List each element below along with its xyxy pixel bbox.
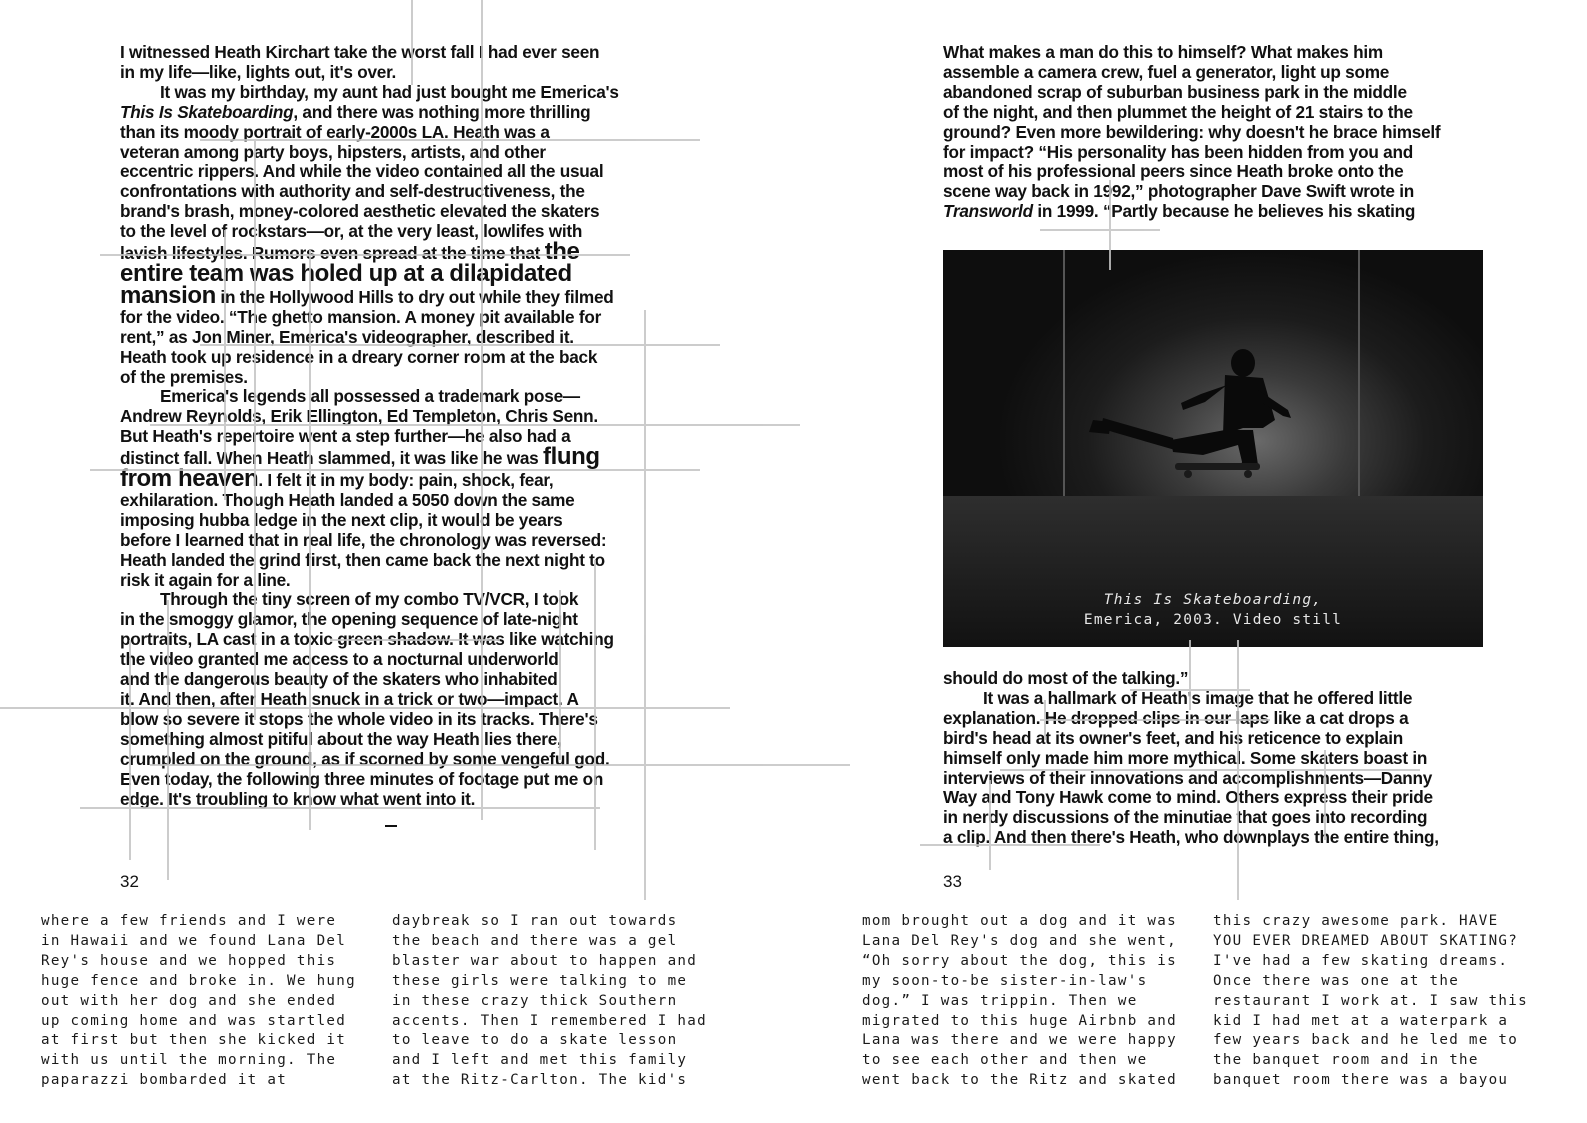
typewriter-line: where a few friends and I were [41, 913, 337, 929]
body-line [120, 511, 619, 531]
typewriter-line: dog.” I was trippin. Then we [862, 992, 1138, 1009]
line-text: explanation. He dropped clips in our laps like a cat drops a [943, 707, 1409, 728]
line-text: ground? Even more bewildering: why doesn't he brace himself [943, 121, 1441, 142]
body-line [120, 750, 619, 770]
line-text: Even today, the following three minutes of footage put me on [120, 768, 604, 789]
line-text: distinct fall. When Heath slammed, it was like he was [120, 448, 543, 469]
body-line [120, 407, 619, 427]
line-text: I witnessed Heath Kirchart take the worst fall I had ever seen [120, 42, 600, 62]
body-line [120, 630, 619, 650]
typewriter-line: daybreak so I ran out towards [392, 913, 678, 929]
body-line [943, 143, 1440, 163]
body-line [943, 182, 1440, 202]
typewriter-line: Once there was one at the [1213, 972, 1460, 989]
body-line [120, 670, 619, 690]
line-text: for the video. “The ghetto mansion. A money pit available for [120, 306, 602, 327]
body-line [943, 162, 1440, 182]
line-text: What makes a man do this to himself? What makes him [943, 42, 1383, 62]
line-text: scene way back in 1992,” photographer Dave Swift wrote in [943, 181, 1414, 202]
body-line [943, 202, 1440, 222]
typewriter-line: to leave to do a skate lesson [392, 1032, 678, 1049]
line-text: Way and Tony Hawk come to mind. Others express their pride [943, 787, 1433, 808]
page-number-right: 33 [943, 872, 962, 891]
caption-line-2: Emerica, 2003. Video still [1083, 612, 1343, 628]
body-line [120, 368, 619, 388]
body-line [120, 83, 619, 103]
typewriter-line: went back to the Ritz and skated [862, 1072, 1177, 1089]
body-line [120, 690, 619, 710]
body-line [943, 769, 1439, 789]
typewriter-line: blaster war about to happen and [392, 952, 698, 969]
line-text: should do most of the talking.” [943, 668, 1189, 688]
line-text: of the premises. [120, 366, 248, 387]
body-line [943, 123, 1440, 143]
line-text: than its moody portrait of early-2000s LA. Heath was a [120, 121, 550, 142]
body-line [943, 749, 1439, 769]
typewriter-line: YOU EVER DREAMED ABOUT SKATING? [1213, 932, 1519, 949]
typewriter-line: Lana was there and we were happy [862, 1032, 1177, 1049]
body-line [120, 730, 619, 750]
typewriter-line: huge fence and broke in. We hung [41, 972, 356, 989]
typewriter-line: to see each other and then we [862, 1052, 1148, 1069]
typewriter-line: out with her dog and she ended [41, 992, 337, 1009]
line-text: It was my birthday, my aunt had just bought me Emerica's [160, 81, 619, 102]
line-text: brand's brash, money-colored aesthetic elevated the skaters [120, 201, 600, 222]
body-line [120, 590, 619, 610]
body-line [943, 729, 1439, 749]
body-line [120, 143, 619, 163]
body-line [120, 571, 619, 591]
line-text: to the level of rockstars—or, at the very least, lowlifes with [120, 221, 583, 242]
body-line [120, 770, 619, 790]
body-line [943, 808, 1439, 828]
typewriter-line: few years back and he led me to [1213, 1032, 1519, 1049]
body-line [120, 123, 619, 143]
line-text: in the smoggy glamor, the opening sequence of late-night [120, 609, 578, 630]
body-line [943, 83, 1440, 103]
line-text: something almost pitiful about the way Heath lies there, [120, 728, 562, 749]
emphasis-text: entire team was holed up at a dilapidated [120, 259, 572, 287]
right-page-body-bottom [943, 669, 1439, 848]
body-line [943, 788, 1439, 808]
body-line [120, 202, 619, 222]
typewriter-line: in these crazy thick Southern [392, 992, 678, 1009]
body-line [120, 531, 619, 551]
line-text: eccentric rippers. And while the video contained all the usual [120, 161, 604, 182]
typewriter-line: banquet room there was a bayou [1213, 1072, 1509, 1089]
line-text: assemble a camera crew, fuel a generator, light up some [943, 61, 1390, 82]
line-text: crumpled on the ground, as if scorned by some vengeful god. [120, 748, 610, 769]
italic-title: This Is Skateboarding [120, 101, 294, 122]
line-text: portraits, LA cast in a toxic green shadow. It was like watching [120, 629, 614, 650]
line-text: lavish lifestyles. Rumors even spread at the time that [120, 243, 545, 264]
typewriter-line: paparazzi bombarded it at [41, 1072, 288, 1089]
line-text: edge. It's troubling to know what went into it. [120, 788, 476, 809]
typewriter-line: with us until the morning. The [41, 1052, 337, 1069]
body-line [120, 790, 619, 810]
typewriter-line: at the Ritz-Carlton. The kid's [392, 1072, 688, 1089]
typewriter-line: this crazy awesome park. HAVE [1213, 913, 1499, 929]
typewriter-line: my soon-to-be sister-in-law's [862, 972, 1148, 989]
italic-title: Transworld [943, 201, 1033, 222]
typewriter-line: up coming home and was startled [41, 1012, 347, 1029]
typewriter-line: the beach and there was a gel [392, 932, 678, 949]
line-text: , and there was nothing more thrilling [293, 101, 591, 122]
emphasis-text: mansion [120, 281, 216, 309]
line-text: rent,” as Jon Miner, Emerica's videographer, described it. [120, 326, 574, 347]
section-end-dash [385, 825, 397, 827]
body-line [120, 63, 619, 83]
body-line [120, 308, 619, 328]
typewriter-line: and I left and met this family [392, 1052, 688, 1069]
body-line [120, 610, 619, 630]
body-line [120, 281, 619, 309]
line-text: Through the tiny screen of my combo TV/VCR, I took [160, 589, 579, 610]
line-text: It was a hallmark of Heath's image that he offered little [983, 687, 1413, 708]
line-text: it. And then, after Heath snuck in a trick or two—impact. A [120, 689, 579, 709]
typewriter-line: restaurant I work at. I saw this [1213, 992, 1528, 1009]
line-text: blow so severe it stops the whole video in its tracks. There's [120, 708, 598, 729]
line-text: Andrew Reynolds, Erik Ellington, Ed Templeton, Chris Senn. [120, 406, 598, 427]
line-text: Heath landed the grind first, then came back the next night to [120, 549, 605, 570]
typewriter-column-3 [862, 912, 1177, 1091]
body-line [120, 348, 619, 368]
body-line [120, 650, 619, 670]
typewriter-line: at first but then she kicked it [41, 1032, 347, 1049]
body-line [943, 43, 1440, 63]
photo-caption [943, 590, 1483, 630]
typewriter-column-2 [392, 912, 707, 1091]
typewriter-line: in Hawaii and we found Lana Del [41, 932, 347, 949]
typewriter-line: kid I had met at a waterpark a [1213, 1012, 1509, 1029]
typewriter-column-4 [1213, 912, 1528, 1091]
line-text: and the dangerous beauty of the skaters who inhabited [120, 669, 558, 690]
line-text: risk it again for a line. [120, 569, 291, 590]
typewriter-line: migrated to this huge Airbnb and [862, 1012, 1177, 1029]
emphasis-text: from heaven [120, 465, 259, 493]
line-text: for impact? “His personality has been hidden from you and [943, 141, 1413, 162]
line-text: bird's head at its owner's feet, and his reticence to explain [943, 727, 1403, 748]
line-text: exhilaration. Though Heath landed a 5050 down the same [120, 489, 575, 510]
line-text: interviews of their innovations and accomplishments—Danny [943, 767, 1433, 788]
left-page-body [120, 43, 619, 809]
body-line [120, 491, 619, 511]
typewriter-line: Lana Del Rey's dog and she went, [862, 932, 1177, 949]
body-line [120, 43, 619, 63]
typewriter-column-1 [41, 912, 356, 1091]
typewriter-line: Rey's house and we hopped this [41, 952, 337, 969]
line-text: imposing hubba ledge in the next clip, it would be years [120, 509, 563, 530]
line-text: veteran among party boys, hipsters, artists, and other [120, 141, 546, 162]
line-text: of the night, and then plummet the height of 21 stairs to the [943, 101, 1413, 122]
line-text: in my life—like, lights out, it's over. [120, 61, 397, 82]
body-line [943, 63, 1440, 83]
page-number-left: 32 [120, 872, 139, 891]
typewriter-line: the banquet room and in the [1213, 1052, 1479, 1069]
skater-silhouette [943, 250, 1483, 647]
body-line [943, 103, 1440, 123]
line-text: Heath took up residence in a dreary corner room at the back [120, 346, 598, 367]
body-line [120, 710, 619, 730]
line-text: But Heath's repertoire went a step further—he also had a [120, 426, 571, 447]
line-text: himself only made him more mythical. Some skaters boast in [943, 747, 1428, 768]
line-text: confrontations with authority and self-destructiveness, the [120, 181, 585, 202]
typewriter-line: mom brought out a dog and it was [862, 913, 1177, 929]
body-line [943, 828, 1439, 848]
line-text: abandoned scrap of suburban business park in the middle [943, 81, 1407, 102]
line-text: a clip. And then there's Heath, who downplays the entire thing, [943, 827, 1439, 848]
body-line [943, 709, 1439, 729]
typewriter-line: “Oh sorry about the dog, this is [862, 952, 1177, 969]
line-text: in the Hollywood Hills to dry out while they filmed [215, 286, 614, 307]
line-text: in nerdy discussions of the minutiae that goes into recording [943, 807, 1428, 828]
emphasis-text: flung [543, 443, 600, 471]
body-line [120, 551, 619, 571]
body-line [120, 162, 619, 182]
body-line [120, 328, 619, 348]
line-text: Emerica's legends all possessed a trademark pose— [160, 386, 580, 407]
body-line [120, 182, 619, 202]
body-line [943, 669, 1439, 689]
line-text: before I learned that in real life, the chronology was reversed: [120, 529, 607, 550]
body-line [943, 689, 1439, 709]
line-text: in 1999. “Partly because he believes his skating [1032, 201, 1416, 222]
caption-line-1: This Is Skateboarding, [1103, 592, 1323, 608]
line-text: the video granted me access to a nocturnal underworld [120, 649, 559, 670]
typewriter-line: accents. Then I remembered I had [392, 1012, 707, 1029]
typewriter-line: I've had a few skating dreams. [1213, 952, 1509, 969]
emphasis-text: the [544, 238, 580, 266]
body-line [120, 387, 619, 407]
body-line [120, 465, 619, 493]
line-text: most of his professional peers since Heath broke onto the [943, 161, 1404, 182]
typewriter-line: these girls were talking to me [392, 972, 688, 989]
body-line [120, 103, 619, 123]
video-still-photo [943, 250, 1483, 647]
line-text: . I felt it in my body: pain, shock, fear, [258, 470, 554, 491]
right-page-body-top [943, 43, 1440, 222]
